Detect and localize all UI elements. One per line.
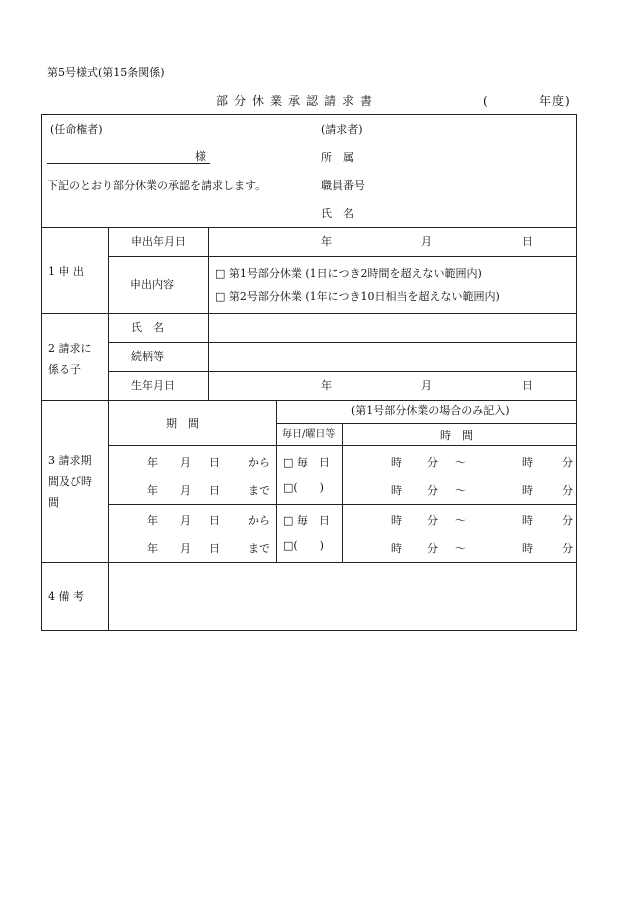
birth-day: 日 bbox=[522, 379, 533, 392]
row2-month: 月 bbox=[180, 484, 191, 497]
row4-until: まで bbox=[248, 542, 270, 555]
row1-month: 月 bbox=[180, 456, 191, 469]
form-number: 第5号様式(第15条関係) bbox=[47, 66, 165, 79]
row1-year: 年 bbox=[147, 456, 158, 469]
row4-start-minute: 分 bbox=[427, 542, 438, 555]
row4-day: 日 bbox=[209, 542, 220, 555]
row4-month: 月 bbox=[180, 542, 191, 555]
row2-start-hour: 時 bbox=[391, 484, 402, 497]
requester-name-label: 氏 名 bbox=[321, 207, 354, 220]
row3-daily-option[interactable]: □ 毎 日 bbox=[283, 514, 330, 527]
row1-tilde: 〜 bbox=[455, 456, 466, 469]
section2-label-line1: 2 請求に bbox=[48, 342, 92, 355]
row4-other-option[interactable]: □( ) bbox=[283, 539, 324, 552]
child-birth-label: 生年月日 bbox=[131, 379, 175, 392]
birth-month: 月 bbox=[421, 379, 432, 392]
year-label: 年度) bbox=[539, 94, 571, 108]
row1-start-minute: 分 bbox=[427, 456, 438, 469]
row1-daily-option[interactable]: □ 毎 日 bbox=[283, 456, 330, 469]
time-header: 時 間 bbox=[440, 429, 473, 442]
row1-from: から bbox=[248, 456, 270, 469]
row3-from: から bbox=[248, 514, 270, 527]
application-month: 月 bbox=[421, 235, 432, 248]
requester-label: (請求者) bbox=[321, 123, 363, 136]
sama-label: 様 bbox=[195, 150, 206, 163]
row4-end-minute: 分 bbox=[562, 542, 573, 555]
row3-end-minute: 分 bbox=[562, 514, 573, 527]
row3-month: 月 bbox=[180, 514, 191, 527]
row2-day: 日 bbox=[209, 484, 220, 497]
row4-start-hour: 時 bbox=[391, 542, 402, 555]
row4-end-hour: 時 bbox=[522, 542, 533, 555]
row3-tilde: 〜 bbox=[455, 514, 466, 527]
section3-label-line2: 間及び時 bbox=[48, 475, 92, 488]
type1-note: (第1号部分休業の場合のみ記入) bbox=[351, 404, 510, 417]
row2-start-minute: 分 bbox=[427, 484, 438, 497]
row2-end-minute: 分 bbox=[562, 484, 573, 497]
request-text: 下記のとおり部分休業の承認を請求します。 bbox=[47, 179, 267, 192]
row3-end-hour: 時 bbox=[522, 514, 533, 527]
birth-year: 年 bbox=[321, 379, 332, 392]
row2-until: まで bbox=[248, 484, 270, 497]
affiliation-label: 所 属 bbox=[321, 151, 354, 164]
appointer-label: (任命権者) bbox=[50, 123, 103, 136]
section2-label-line2: 係る子 bbox=[48, 363, 81, 376]
section4-label: 4 備 考 bbox=[48, 590, 84, 603]
row1-day: 日 bbox=[209, 456, 220, 469]
child-relation-label: 続柄等 bbox=[131, 350, 164, 363]
row2-year: 年 bbox=[147, 484, 158, 497]
row2-tilde: 〜 bbox=[455, 484, 466, 497]
row1-end-minute: 分 bbox=[562, 456, 573, 469]
section3-label-line3: 間 bbox=[48, 496, 59, 509]
option-type2[interactable]: □ 第2号部分休業 (1年につき10日相当を超えない範囲内) bbox=[215, 290, 500, 303]
row3-year: 年 bbox=[147, 514, 158, 527]
row1-start-hour: 時 bbox=[391, 456, 402, 469]
option-type1[interactable]: □ 第1号部分休業 (1日につき2時間を超えない範囲内) bbox=[215, 267, 482, 280]
section1-label: 1 申 出 bbox=[48, 265, 84, 278]
application-year: 年 bbox=[321, 235, 332, 248]
period-header: 期 間 bbox=[166, 417, 199, 430]
row3-start-minute: 分 bbox=[427, 514, 438, 527]
row2-other-option[interactable]: □( ) bbox=[283, 481, 324, 494]
row2-end-hour: 時 bbox=[522, 484, 533, 497]
daily-header: 毎日/曜日等 bbox=[282, 429, 336, 440]
row3-day: 日 bbox=[209, 514, 220, 527]
application-date-label: 申出年月日 bbox=[131, 235, 186, 248]
year-open-paren: ( bbox=[483, 94, 489, 108]
application-day: 日 bbox=[522, 235, 533, 248]
staff-number-label: 職員番号 bbox=[321, 179, 365, 192]
section3-label-line1: 3 請求期 bbox=[48, 454, 92, 467]
form-title: 部分休業承認請求書 bbox=[216, 94, 379, 108]
row4-year: 年 bbox=[147, 542, 158, 555]
row4-tilde: 〜 bbox=[455, 542, 466, 555]
row3-start-hour: 時 bbox=[391, 514, 402, 527]
row1-end-hour: 時 bbox=[522, 456, 533, 469]
child-name-label: 氏 名 bbox=[131, 321, 164, 334]
application-content-label: 申出内容 bbox=[130, 278, 174, 291]
appointer-underline bbox=[47, 163, 210, 164]
